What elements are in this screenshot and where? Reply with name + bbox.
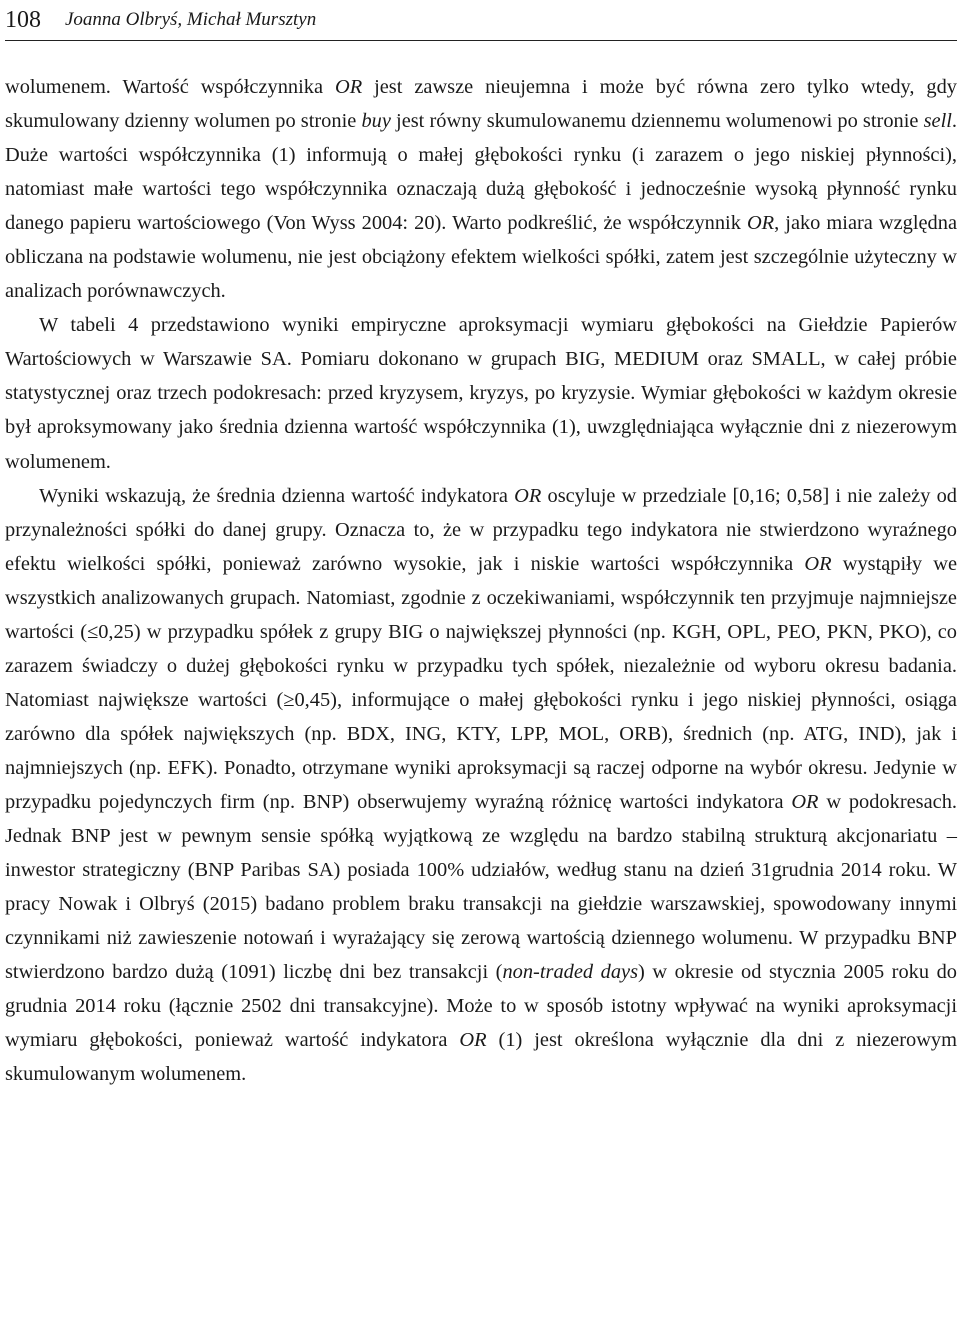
text-run: jest zawsze nieujemna i może być równa zero tylko wtedy, gdy skumulowany dzienny wolumen po stronie <box>5 76 958 133</box>
body-text <box>5 70 957 1091</box>
italic-term: OR <box>514 484 542 507</box>
page-number: 108 <box>5 7 41 33</box>
text-run: wolumenem. Wartość współczynnika <box>5 76 335 98</box>
text-run: oscyluje w przedziale [0,16; 0,58] i nie zależy od przynależności spółki do danej grupy. Oznacza to, że w przypadku tego indykatora nie stwierdzono wyraźnego efektu wielkości spółki, ponieważ zarówno wysokie, jak i niskie wartości współczynnika <box>5 484 957 575</box>
text-run: . Duże wartości współczynnika (1) informują o małej głębokości rynku (i zarazem o jego niskiej płynności), natomiast małe wartości tego współczynnika oznaczają dużą głębokość i jednocześnie wysoką płynność rynku danego papieru wartościowego (Von Wyss 2004: 20). Warto podkreślić, że współczynnik <box>5 110 958 235</box>
text-run: jest równy skumulowanemu dziennemu wolumenowi po stronie <box>390 110 924 133</box>
paragraph <box>5 308 957 478</box>
italic-term: OR <box>459 1029 487 1052</box>
running-header <box>5 0 957 41</box>
text-run: , jako miara względna obliczana na podstawie wolumenu, nie jest obciążony efektem wielkości spółki, zatem jest szczególnie użyteczny w analizach porównawczych. <box>5 212 958 303</box>
italic-term: OR <box>791 790 819 813</box>
paragraph <box>5 70 957 308</box>
text-run: (1) jest określona wyłącznie dla dni z niezerowym skumulowanym wolumenem. <box>5 1029 957 1086</box>
text-run: ) w okresie od stycznia 2005 roku do grudnia 2014 roku (łącznie 2502 dni transakcyjne). Może to w sposób istotny wpływać na wyniki aproksymacji wymiaru głębokości, ponieważ wartość indykatora <box>5 961 958 1052</box>
italic-term: OR <box>746 212 775 235</box>
italic-term: non-traded days <box>502 961 639 984</box>
text-run: Wyniki wskazują, że średnia dzienna wartość indykatora <box>39 484 515 507</box>
italic-term: OR <box>334 76 363 98</box>
italic-term: OR <box>804 552 832 575</box>
text-run: wystąpiły we wszystkich analizowanych grupach. Natomiast, zgodnie z oczekiwaniami, współczynnik ten przyjmuje najmniejsze wartości (≤0,25) w przypadku spółek z grupy BIG o największej płynności (np. KGH, OPL, PEO, PKN, PKO), co zarazem świadczy o dużej głębokości rynku w przypadku tych spółek, niezależnie od wyboru okresu badania. Natomiast największe wartości (≥0,45), informujące o małej głębokości rynku i jego niskiej płynności, osiąga zarówno dla spółek największych (np. BDX, ING, KTY, LPP, MOL, ORB), średnich (np. ATG, IND), jak i najmniejszych (np. EFK). Ponadto, otrzymane wyniki aproksymacji są raczej odporne na wybór okresu. Jedynie w przypadku pojedynczych firm (np. BNP) obserwujemy wyraźną różnicę wartości indykatora <box>5 552 958 813</box>
paragraph <box>5 479 957 1092</box>
running-header-authors: Joanna Olbryś, Michał Mursztyn <box>65 9 317 30</box>
italic-term: sell <box>923 110 952 133</box>
text-run: W tabeli 4 przedstawiono wyniki empiryczne aproksymacji wymiaru głębokości na Giełdzie Papierów Wartościowych w Warszawie SA. Pomiaru dokonano w grupach BIG, MEDIUM oraz SMALL, w całej próbie statystycznej oraz trzech podokresach: przed kryzysem, kryzys, po kryzysie. Wymiar głębokości w każdym okresie był aproksymowany jako średnia dzienna wartość współczynnika (1), uwzględniająca wyłącznie dni z niezerowym wolumenem. <box>5 314 957 473</box>
italic-term: buy <box>361 110 391 133</box>
text-run: w podokresach. Jednak BNP jest w pewnym sensie spółką wyjątkową ze względu na bardzo stabilną strukturą akcjonariatu – inwestor strategiczny (BNP Paribas SA) posiada 100% udziałów, według stanu na dzień 31grudnia 2014 roku. W pracy Nowak i Olbryś (2015) badano problem braku transakcji na giełdzie warszawskiej, spowodowany innymi czynnikami niż zawieszenie notowań i wyrażający się zerową wartością dziennego wolumenu. W przypadku BNP stwierdzono bardzo dużą (1091) liczbę dni bez transakcji ( <box>5 790 957 984</box>
